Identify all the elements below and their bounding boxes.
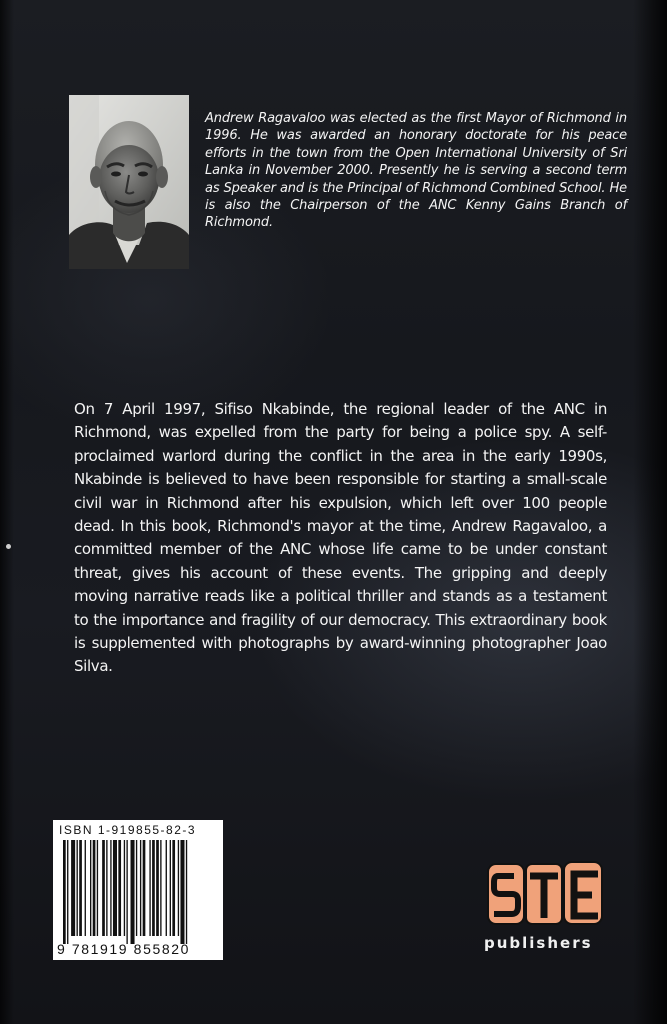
author-bio: Andrew Ragavaloo was elected as the first Mayor of Richmond in 1996. He was awarded an honorary doctorate for his peace efforts in the town from the Open International University of Sri Lanka in November 2000. Presently he is serving a second term as Speaker and is the Principal of Richmond Combined School. He is also the Chairperson of the ANC Kenny Gains Branch of Richmond. [205,111,627,231]
barcode-bar [126,840,127,944]
barcode-bar [186,840,187,944]
barcode-bar [77,840,78,936]
publisher-name: publishers [484,934,593,952]
barcode-bar [140,840,141,936]
barcode-bar [93,840,96,936]
barcode-bar [131,840,135,944]
barcode-bar [178,840,179,936]
barcode-bar [124,840,125,936]
publisher-logo [482,860,608,960]
barcode-bar [160,840,161,936]
publisher-logo-mark [486,860,604,926]
barcode-bar [71,840,75,936]
barcode-bar [110,840,111,936]
barcode-bar [180,840,184,944]
barcode-bar [170,840,171,936]
barcode-bar [152,840,155,936]
isbn-barcode [53,820,223,960]
barcode-bar [106,840,107,936]
barcode-bar [90,840,91,936]
logo-letter-s: STE [506,902,508,903]
cover-speck [6,544,11,549]
author-portrait-image [69,95,189,269]
barcode-bar [143,840,146,936]
book-blurb: On 7 April 1997, Sifiso Nkabinde, the regional leader of the ANC in Richmond, was expelled from the party for being a police spy. A self-proclaimed warlord during the conflict in the area in the early 1990s, Nkabinde is believed to have been responsible for starting a small-scale civil war in Richmond after his expulsion, which left over 100 people dead. In this book, Richmond's mayor at the time, Andrew Ragavaloo, a committed member of the ANC whose life came to be under constant threat, gives his account of these events. The gripping and deeply moving narrative reads like a political thriller and stands as a testament to the importance and fragility of our democracy. This extraordinary book is supplemented with photographs by award-winning photographer Joao Silva. [74,400,607,676]
barcode-bar [118,840,121,936]
barcode-bar [85,840,86,936]
barcode-bar [113,840,117,936]
author-photo [69,95,189,269]
barcode-bar [172,840,175,936]
barcode-bars [63,840,215,944]
barcode-bar [102,840,105,936]
cover-left-shadow [0,0,14,1024]
barcode-bar [67,840,68,944]
barcode-bar [166,840,167,936]
barcode-bar [149,840,150,936]
barcode-bar [63,840,66,944]
barcode-bar [79,840,82,936]
barcode-number: 9 781919 855820 [57,941,190,957]
barcode-bar [136,840,137,936]
cover-spine-shadow [633,0,667,1024]
barcode-bar [97,840,98,936]
barcode-bar [156,840,159,936]
isbn-label: ISBN 1-919855-82-3 [59,823,197,837]
